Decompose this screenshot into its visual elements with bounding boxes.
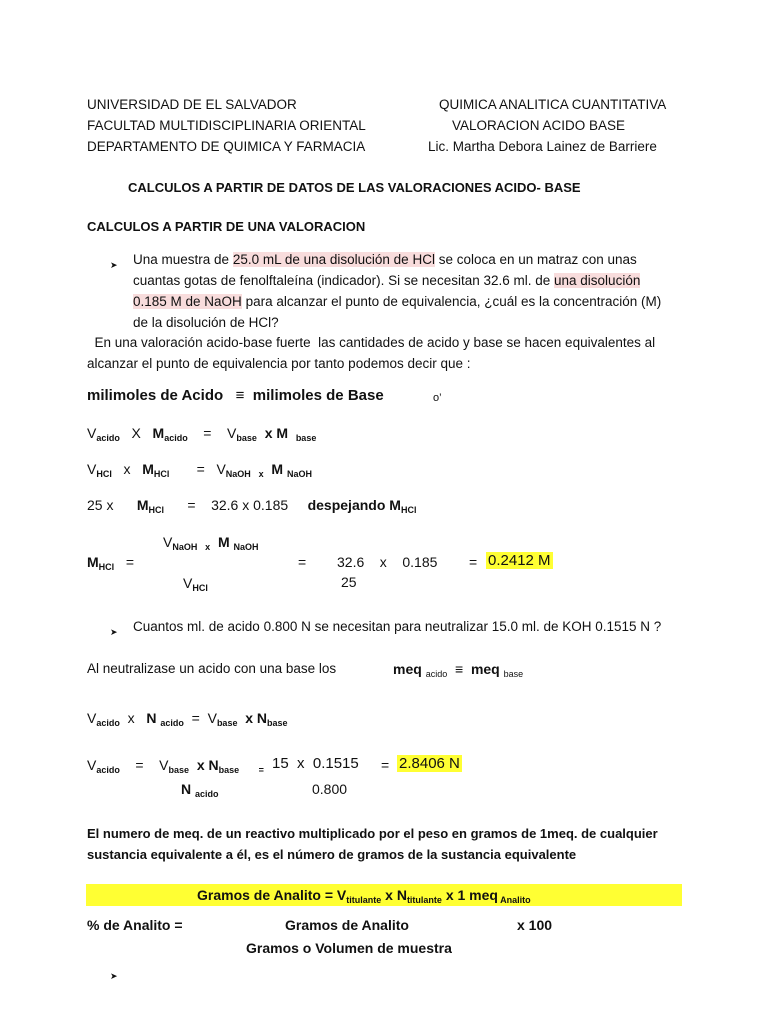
neutral-meq: meq $_{acido}$ ≡ meq $_{base}$ xyxy=(393,661,524,679)
equation-4-eq: = xyxy=(298,554,307,570)
explanation-line1: En una valoración acido-base fuerte las cantidades de acido y base se hacen equivalentes al xyxy=(87,335,656,350)
header-right-1: QUIMICA ANALITICA CUANTITATIVA xyxy=(439,97,667,112)
equation-6-calc: 15 x 0.1515 xyxy=(272,755,359,772)
problem1-line4: de la disolución de HCl? xyxy=(133,315,279,330)
equation-1: $V_{acido}$ X $M_{acido}$ = $V_{base}$ x M $_{base}$ xyxy=(87,425,317,443)
header-right-3: Lic. Martha Debora Lainez de Barriere xyxy=(428,139,657,154)
section-title: CALCULOS A PARTIR DE UNA VALORACION xyxy=(87,219,366,234)
header-left-2: FACULTAD MULTIDISCIPLINARIA ORIENTAL xyxy=(87,118,366,133)
equation-4-lhs: $M_{HCl}$ = xyxy=(87,554,135,572)
equation-4-eq2: = xyxy=(469,554,478,570)
problem1-line1: Una muestra de 25.0 mL de una disolución de HCl se coloca en un matraz con unas xyxy=(133,252,637,267)
page-title: CALCULOS A PARTIR DE DATOS DE LAS VALORACIONES ACIDO- BASE xyxy=(128,180,581,195)
header-right-2: VALORACION ACIDO BASE xyxy=(452,118,626,133)
equation-6-result: 2.8406 N xyxy=(399,755,460,772)
problem1-line2: cuantas gotas de fenolftaleína (indicador). Si se necesitan 32.6 ml. de una disolución xyxy=(133,273,641,288)
problem1-line3: 0.185 M de NaOH para alcanzar el punto de equivalencia, ¿cuál es la concentración (M) xyxy=(133,294,662,309)
problem2-text: Cuantos ml. de acido 0.800 N se necesitan para neutralizar 15.0 ml. de KOH 0.1515 N ? xyxy=(133,619,662,634)
percent-numerator: Gramos de Analito xyxy=(285,917,409,933)
equation-4-denominator: $V_{HCl}$ xyxy=(183,575,208,593)
equation-2: $V_{HCl}$ x $M_{HCl}$ = $V_{NaOH}$ $_x$ M $_{NaOH}$ xyxy=(87,461,312,479)
equation-6: $V_{acido}$ = $V_{base}$ x $N_{base}$ $_=$ xyxy=(87,757,264,775)
percent-denominator: Gramos o Volumen de muestra xyxy=(246,940,452,956)
equation-6-eq: = xyxy=(381,757,390,773)
bullet-icon: ➤ xyxy=(110,627,118,637)
bullet-icon: ➤ xyxy=(110,971,118,981)
equation-4-result: 0.2412 M xyxy=(488,552,551,569)
equation-4-den-value: 25 xyxy=(341,574,357,590)
percent-lhs: % de Analito = xyxy=(87,917,183,933)
percent-x100: x 100 xyxy=(517,917,553,933)
explanation-line2: alcanzar el punto de equivalencia por tanto podemos decir que : xyxy=(87,356,471,371)
neutral-text: Al neutralizase un acido con una base los xyxy=(87,661,337,676)
equation-5: $V_{acido}$ x N $_{acido} = V_{base}$ x $N_{base}$ xyxy=(87,710,288,728)
eq-or: o’ xyxy=(433,392,442,404)
header-left-1: UNIVERSIDAD DE EL SALVADOR xyxy=(87,97,297,112)
equation-4-numerator: $V_{NaOH}$ $_x$ M $_{NaOH}$ xyxy=(163,534,259,552)
paragraph-line2: sustancia equivalente a él, es el número de gramos de la sustancia equivalente xyxy=(87,847,577,862)
bullet-icon: ➤ xyxy=(110,260,118,270)
eq-milimoles: milimoles de Acido ≡ milimoles de Base xyxy=(87,387,384,404)
gramos-equation: Gramos de Analito = $V_{titulante}$ x $N_{titulante}$ x 1 meq $_{Analito}$ xyxy=(197,887,531,905)
equation-4-calc: 32.6 x 0.185 xyxy=(337,554,438,570)
equation-6-den-value: 0.800 xyxy=(312,781,348,797)
header-left-3: DEPARTAMENTO DE QUIMICA Y FARMACIA xyxy=(87,139,366,154)
paragraph-line1: El numero de meq. de un reactivo multiplicado por el peso en gramos de 1meq. de cualquier xyxy=(87,826,658,841)
equation-3: 25 x $M_{HCl}$ = 32.6 x 0.185 despejando $M_{HCl}$ xyxy=(87,497,417,515)
equation-6-denominator: N $_{acido}$ xyxy=(181,781,219,799)
